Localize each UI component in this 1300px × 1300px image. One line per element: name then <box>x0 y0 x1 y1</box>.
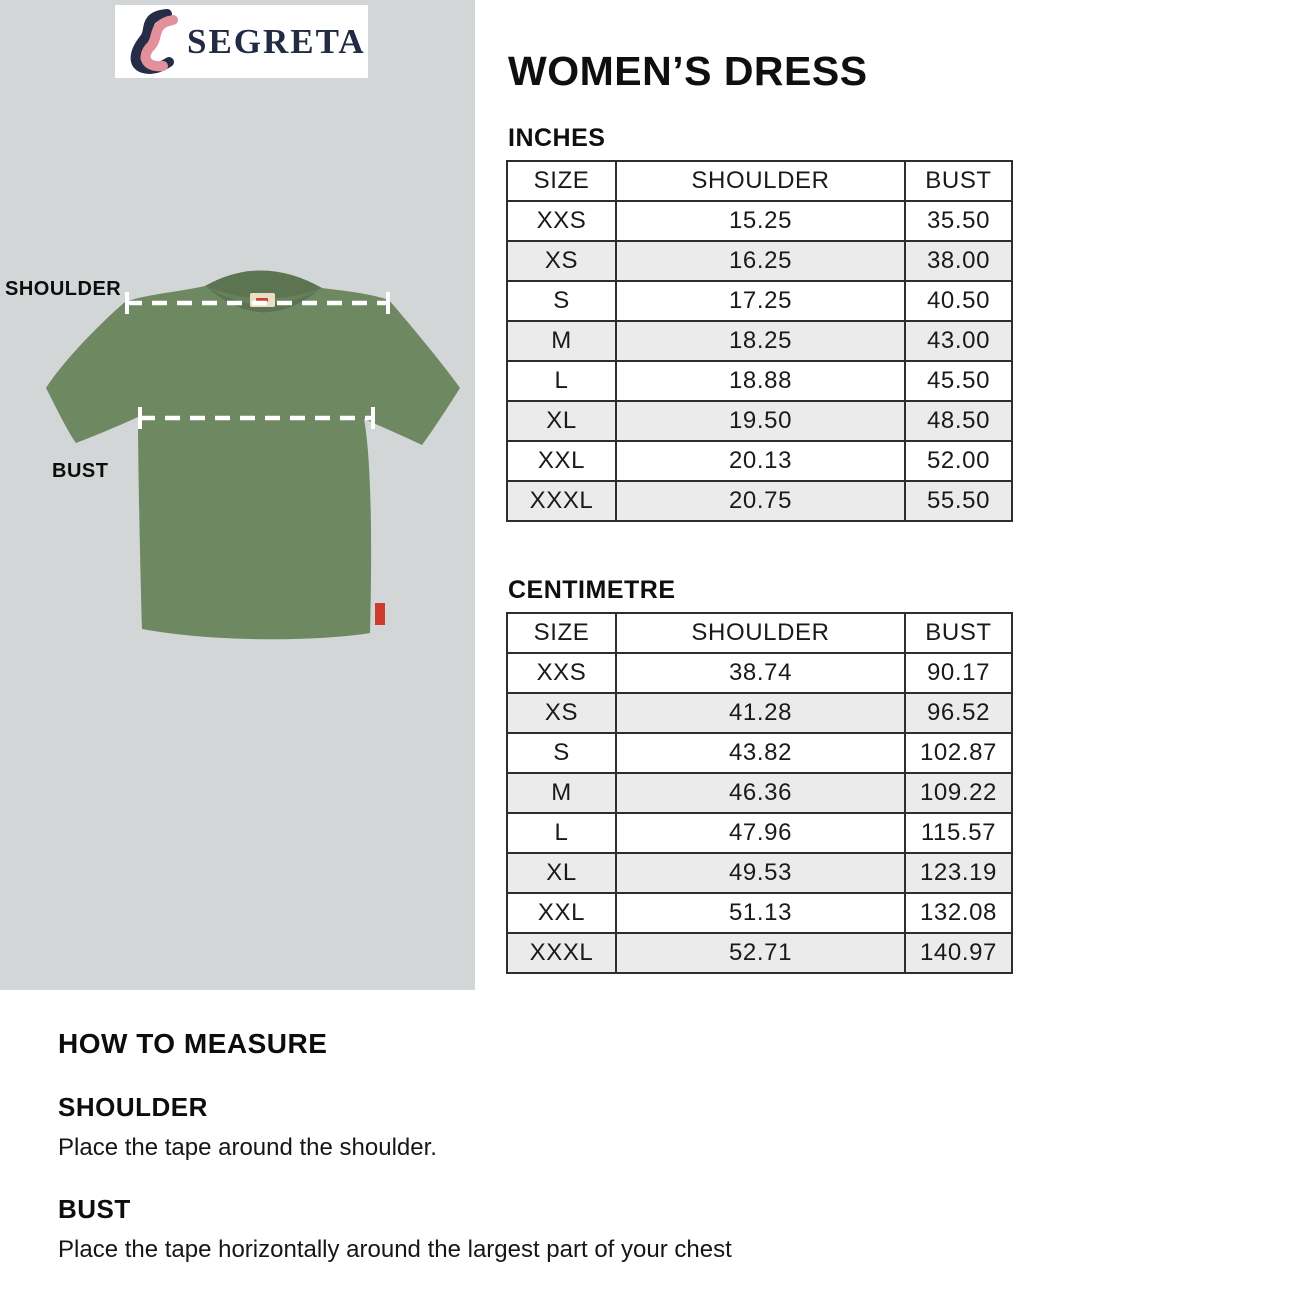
table-cell: M <box>507 773 616 813</box>
table-cell: 19.50 <box>616 401 905 441</box>
table-row <box>507 401 1012 441</box>
brand-logo-icon <box>123 8 185 76</box>
table-row <box>507 893 1012 933</box>
table-row <box>507 653 1012 693</box>
table-cell: XXXL <box>507 933 616 973</box>
table-cell: XXL <box>507 441 616 481</box>
table-cell: 132.08 <box>905 893 1012 933</box>
bust-callout-label: BUST <box>52 460 109 482</box>
table-cell: 43.00 <box>905 321 1012 361</box>
column-header: BUST <box>905 161 1012 201</box>
table-cell: XL <box>507 853 616 893</box>
table-cell: 17.25 <box>616 281 905 321</box>
table-cell: 52.71 <box>616 933 905 973</box>
table-cell: L <box>507 813 616 853</box>
table-cell: 49.53 <box>616 853 905 893</box>
table-cell: 102.87 <box>905 733 1012 773</box>
table-row <box>507 693 1012 733</box>
column-header: SIZE <box>507 161 616 201</box>
table-row <box>507 733 1012 773</box>
table-cell: XXXL <box>507 481 616 521</box>
table-cell: M <box>507 321 616 361</box>
table-row <box>507 773 1012 813</box>
table-cell: L <box>507 361 616 401</box>
shoulder-callout-label: SHOULDER <box>5 278 122 300</box>
table-cell: XXS <box>507 201 616 241</box>
table-cell: XXS <box>507 653 616 693</box>
table-row <box>507 933 1012 973</box>
shoulder-instruction-text: Place the tape around the shoulder. <box>58 1134 437 1161</box>
bust-instruction-label: BUST <box>58 1194 131 1224</box>
table-cell: 48.50 <box>905 401 1012 441</box>
table-cell: XL <box>507 401 616 441</box>
inches-heading: INCHES <box>508 124 606 152</box>
table-cell: 41.28 <box>616 693 905 733</box>
inches-size-table <box>506 160 1013 522</box>
product-visual-panel <box>0 0 475 990</box>
table-cell: 47.96 <box>616 813 905 853</box>
table-row <box>507 481 1012 521</box>
table-cell: 52.00 <box>905 441 1012 481</box>
table-cell: 18.88 <box>616 361 905 401</box>
table-cell: 18.25 <box>616 321 905 361</box>
how-to-measure-section <box>58 1028 1208 1264</box>
column-header: SHOULDER <box>616 613 905 653</box>
table-cell: 55.50 <box>905 481 1012 521</box>
table-row <box>507 241 1012 281</box>
centimetre-heading: CENTIMETRE <box>508 576 676 604</box>
table-cell: 90.17 <box>905 653 1012 693</box>
tshirt-image <box>23 250 473 660</box>
shoulder-instruction-label: SHOULDER <box>58 1092 208 1122</box>
brand-name: SEGRETA <box>187 21 366 61</box>
column-header: BUST <box>905 613 1012 653</box>
table-cell: 15.25 <box>616 201 905 241</box>
table-row <box>507 281 1012 321</box>
table-cell: 46.36 <box>616 773 905 813</box>
table-cell: S <box>507 733 616 773</box>
page-title: WOMEN’S DRESS <box>508 48 868 94</box>
centimetre-size-table <box>506 612 1013 974</box>
table-cell: XS <box>507 241 616 281</box>
table-header-row <box>507 613 1012 653</box>
table-cell: 38.74 <box>616 653 905 693</box>
table-cell: 38.00 <box>905 241 1012 281</box>
table-row <box>507 361 1012 401</box>
table-header-row <box>507 161 1012 201</box>
table-cell: 40.50 <box>905 281 1012 321</box>
table-cell: XXL <box>507 893 616 933</box>
how-to-measure-heading: HOW TO MEASURE <box>58 1028 328 1059</box>
table-cell: 140.97 <box>905 933 1012 973</box>
table-cell: S <box>507 281 616 321</box>
table-row <box>507 321 1012 361</box>
table-row <box>507 201 1012 241</box>
table-cell: 109.22 <box>905 773 1012 813</box>
hem-tab <box>375 603 385 625</box>
table-cell: 96.52 <box>905 693 1012 733</box>
column-header: SHOULDER <box>616 161 905 201</box>
table-row <box>507 441 1012 481</box>
table-cell: 115.57 <box>905 813 1012 853</box>
table-cell: 16.25 <box>616 241 905 281</box>
table-cell: 51.13 <box>616 893 905 933</box>
table-cell: 45.50 <box>905 361 1012 401</box>
table-cell: 20.13 <box>616 441 905 481</box>
brand-logo <box>115 5 368 78</box>
table-cell: XS <box>507 693 616 733</box>
table-row <box>507 853 1012 893</box>
column-header: SIZE <box>507 613 616 653</box>
table-cell: 35.50 <box>905 201 1012 241</box>
bust-instruction-text: Place the tape horizontally around the largest part of your chest <box>58 1236 732 1263</box>
table-cell: 123.19 <box>905 853 1012 893</box>
table-row <box>507 813 1012 853</box>
table-cell: 20.75 <box>616 481 905 521</box>
table-cell: 43.82 <box>616 733 905 773</box>
